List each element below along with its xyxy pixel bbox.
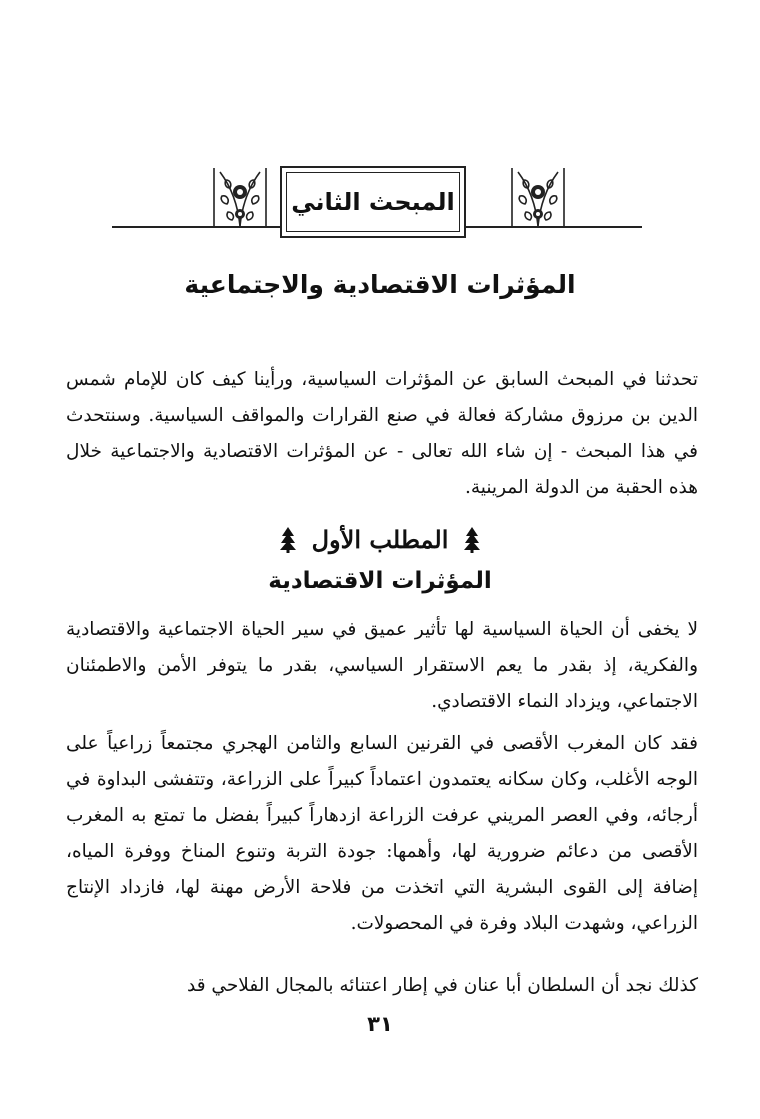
chapter-header [112,160,642,242]
page-number: ٣١ [367,1012,393,1036]
body-paragraph: لا يخفى أن الحياة السياسية لها تأثير عميق في سير الحياة الاجتماعية والاقتصادية والفكرية، إذ بقدر ما يعم الاستقرار السياسي، بقدر ما يتوفر الأمن والاطمئنان الاجتماعي، ويزداد النماء الاقتصادي. [66,619,698,712]
body-paragraph: فقد كان المغرب الأقصى في القرنين السابع والثامن الهجري مجتمعاً زراعياً على الوجه الأغلب، وكان سكانه يعتمدون اعتماداً كبيراً على الزراعة، وتتفشى البداوة في أرجائه، وفي العصر المريني عرفت الزراعة ازدهاراً كبيراً بفضل ما تمتع به المغرب الأقصى من دعائم ضرورية لها، وأهمها: جودة التربة وتنوع المناخ ووفرة المياه، إضافة إلى القوى البشرية التي اتخذت من فلاحة الأرض مهنة لها، فازداد الإنتاج الزراعي، وشهدت البلاد وفرة في المحصولات. [66,733,698,934]
chapter-title-frame [280,166,466,238]
tree-icon [278,526,298,554]
floral-ornament-icon [208,166,272,230]
subsection-label: المطلب الأول [311,525,449,554]
floral-ornament-icon [506,166,570,230]
chapter-title-inner-frame [286,172,460,232]
body-paragraph: كذلك نجد أن السلطان أبا عنان في إطار اعتنائه بالمجال الفلاحي قد [187,975,698,996]
subsection-heading [70,520,690,560]
intro-paragraph: تحدثنا في المبحث السابق عن المؤثرات السياسية، ورأينا كيف كان للإمام شمس الدين بن مرزوق مشاركة فعالة في صنع القرارات والمواقف السياسية. وسنتحدث في هذا المبحث - إن شاء الله تعالى - عن المؤثرات الاقتصادية والاجتماعية خلال هذه الحقبة من الدولة المرينية. [66,369,698,498]
section-title: المؤثرات الاقتصادية والاجتماعية [184,270,576,299]
chapter-title: المبحث الثاني [291,188,455,216]
tree-icon [462,526,482,554]
subsection-title: المؤثرات الاقتصادية [268,568,492,594]
